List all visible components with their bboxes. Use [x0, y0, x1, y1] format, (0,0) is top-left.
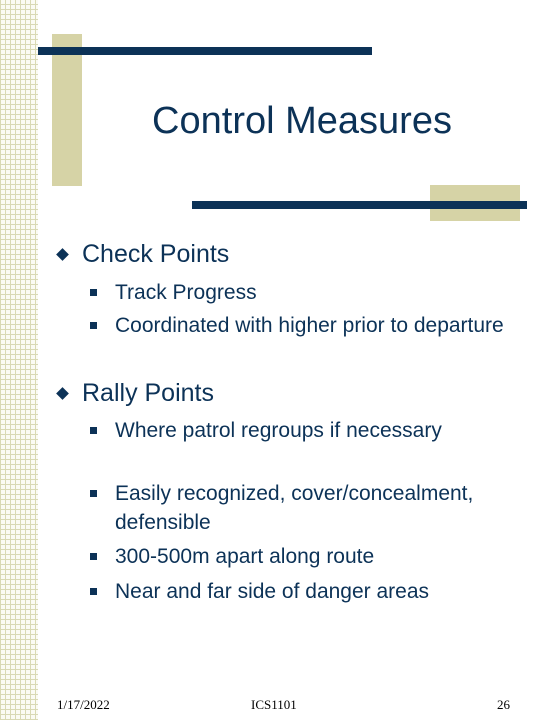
section-heading: Rally Points — [82, 379, 214, 407]
footer-date: 1/17/2022 — [57, 697, 110, 712]
decor-block-top-left — [52, 34, 82, 186]
list-item-text: Where patrol regroups if necessary — [115, 419, 442, 442]
footer-page-number: 26 — [497, 697, 510, 712]
square-bullet-icon — [90, 289, 97, 296]
diamond-bullet-icon — [56, 248, 69, 261]
list-item-text: Coordinated with higher prior to departure — [115, 314, 504, 337]
accent-bar-top — [38, 47, 372, 55]
section-heading: Check Points — [82, 240, 230, 268]
diamond-bullet-icon — [56, 387, 69, 400]
square-bullet-icon — [90, 490, 97, 497]
left-grid-stripe — [0, 0, 38, 720]
list-item-text: 300-500m apart along route — [115, 545, 375, 568]
footer-course-code: ICS1101 — [251, 697, 297, 712]
square-bullet-icon — [90, 588, 97, 595]
square-bullet-icon — [90, 322, 97, 329]
list-item-text: Near and far side of danger areas — [115, 580, 430, 603]
square-bullet-icon — [90, 553, 97, 560]
accent-bar-bottom — [192, 201, 527, 209]
slide-title: Control Measures — [152, 100, 452, 142]
list-item-text: Easily recognized, cover/concealment, defensible — [115, 482, 474, 534]
list-item-text: Track Progress — [115, 281, 257, 304]
square-bullet-icon — [90, 427, 97, 434]
